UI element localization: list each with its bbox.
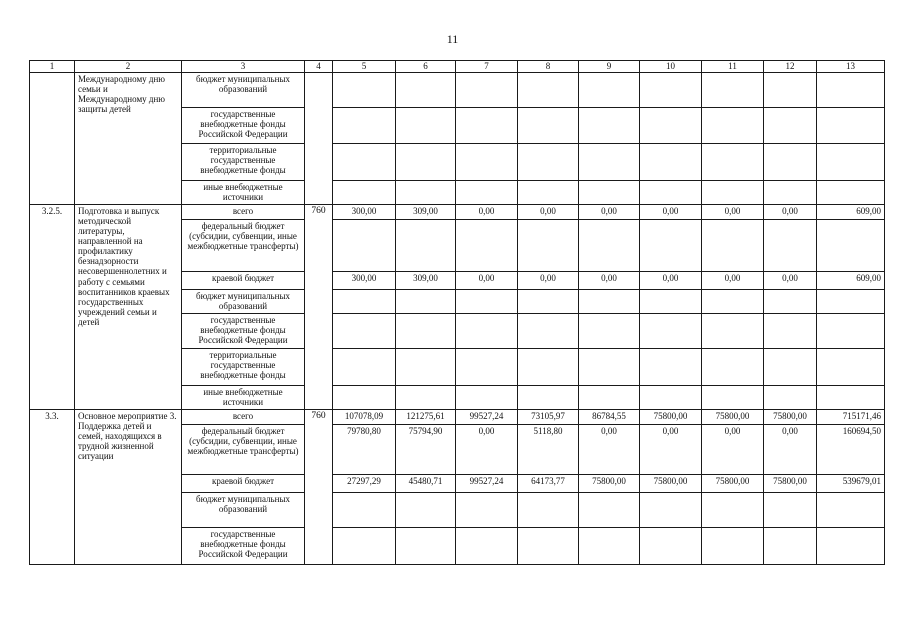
amount-cell <box>518 108 579 144</box>
amount-cell: 0,00 <box>702 205 764 220</box>
amount-cell <box>702 144 764 181</box>
amount-cell: 0,00 <box>456 425 518 475</box>
page-number: 11 <box>446 32 459 46</box>
amount-cell <box>579 290 640 314</box>
column-4-value: 760 <box>305 410 333 565</box>
amount-cell <box>640 528 702 565</box>
amount-cell <box>817 290 885 314</box>
amount-cell <box>456 528 518 565</box>
funding-source: бюджет муниципальных образований <box>182 493 305 528</box>
amount-cell <box>640 493 702 528</box>
amount-cell <box>640 144 702 181</box>
amount-cell <box>518 386 579 410</box>
amount-cell <box>579 493 640 528</box>
amount-cell <box>817 108 885 144</box>
amount-cell <box>764 144 817 181</box>
amount-cell <box>333 314 396 349</box>
amount-cell <box>640 73 702 108</box>
item-name: Основное мероприятие 3. Поддержка детей и семей, находящихся в трудной жизненной ситуации <box>75 410 182 565</box>
amount-cell: 86784,55 <box>579 410 640 425</box>
amount-cell <box>518 73 579 108</box>
amount-cell <box>333 108 396 144</box>
funding-row <box>30 205 885 220</box>
column-number: 7 <box>456 61 518 73</box>
amount-cell <box>396 181 456 205</box>
column-number: 2 <box>75 61 182 73</box>
amount-cell <box>456 220 518 272</box>
amount-cell <box>764 73 817 108</box>
amount-cell: 75800,00 <box>764 475 817 493</box>
funding-source: федеральный бюджет (субсидии, субвенции, иные межбюджетные трансферты) <box>182 220 305 272</box>
amount-cell <box>579 108 640 144</box>
column-number: 8 <box>518 61 579 73</box>
item-name: Международному дню семьи и Международному дню защиты детей <box>75 73 182 205</box>
amount-cell: 300,00 <box>333 272 396 290</box>
amount-cell <box>518 528 579 565</box>
amount-cell: 79780,80 <box>333 425 396 475</box>
amount-cell <box>640 314 702 349</box>
funding-source: бюджет муниципальных образований <box>182 73 305 108</box>
amount-cell: 75794,90 <box>396 425 456 475</box>
amount-cell <box>640 386 702 410</box>
amount-cell: 75800,00 <box>640 410 702 425</box>
amount-cell: 0,00 <box>764 205 817 220</box>
column-number: 1 <box>30 61 75 73</box>
funding-source: всего <box>182 205 305 220</box>
amount-cell <box>579 528 640 565</box>
column-4-value <box>305 73 333 205</box>
amount-cell <box>396 349 456 386</box>
amount-cell: 99527,24 <box>456 475 518 493</box>
amount-cell <box>764 493 817 528</box>
amount-cell: 0,00 <box>764 272 817 290</box>
funding-source: бюджет муниципальных образований <box>182 290 305 314</box>
amount-cell <box>396 314 456 349</box>
amount-cell: 715171,46 <box>817 410 885 425</box>
amount-cell: 75800,00 <box>764 410 817 425</box>
funding-source: иные внебюджетные источники <box>182 181 305 205</box>
amount-cell <box>579 144 640 181</box>
column-number: 11 <box>702 61 764 73</box>
amount-cell <box>764 314 817 349</box>
amount-cell <box>817 73 885 108</box>
amount-cell <box>640 181 702 205</box>
amount-cell: 0,00 <box>518 205 579 220</box>
amount-cell <box>764 528 817 565</box>
amount-cell <box>640 349 702 386</box>
amount-cell <box>456 386 518 410</box>
amount-cell <box>579 314 640 349</box>
column-number: 9 <box>579 61 640 73</box>
amount-cell <box>396 220 456 272</box>
amount-cell <box>518 144 579 181</box>
column-4-value: 760 <box>305 205 333 410</box>
amount-cell <box>518 220 579 272</box>
amount-cell <box>518 314 579 349</box>
amount-cell <box>518 493 579 528</box>
amount-cell: 0,00 <box>579 205 640 220</box>
amount-cell <box>764 108 817 144</box>
funding-source: территориальные государственные внебюджетные фонды <box>182 349 305 386</box>
amount-cell <box>817 349 885 386</box>
funding-source: краевой бюджет <box>182 272 305 290</box>
amount-cell: 0,00 <box>579 272 640 290</box>
amount-cell <box>333 290 396 314</box>
funding-source: всего <box>182 410 305 425</box>
amount-cell: 75800,00 <box>702 475 764 493</box>
funding-source: территориальные государственные внебюджетные фонды <box>182 144 305 181</box>
item-code: 3.2.5. <box>30 205 75 410</box>
column-number: 3 <box>182 61 305 73</box>
amount-cell: 0,00 <box>456 272 518 290</box>
amount-cell: 0,00 <box>640 425 702 475</box>
amount-cell <box>396 73 456 108</box>
amount-cell <box>817 528 885 565</box>
amount-cell <box>456 108 518 144</box>
amount-cell <box>764 349 817 386</box>
amount-cell: 0,00 <box>456 205 518 220</box>
amount-cell <box>764 220 817 272</box>
amount-cell: 309,00 <box>396 272 456 290</box>
amount-cell <box>702 349 764 386</box>
amount-cell <box>456 181 518 205</box>
amount-cell: 99527,24 <box>456 410 518 425</box>
amount-cell <box>396 528 456 565</box>
amount-cell <box>702 386 764 410</box>
amount-cell: 0,00 <box>579 425 640 475</box>
amount-cell <box>333 73 396 108</box>
amount-cell: 0,00 <box>702 272 764 290</box>
amount-cell <box>640 108 702 144</box>
amount-cell <box>579 349 640 386</box>
amount-cell <box>702 181 764 205</box>
amount-cell: 309,00 <box>396 205 456 220</box>
amount-cell: 0,00 <box>764 425 817 475</box>
amount-cell <box>702 73 764 108</box>
amount-cell <box>396 386 456 410</box>
amount-cell <box>579 386 640 410</box>
amount-cell: 45480,71 <box>396 475 456 493</box>
amount-cell <box>333 220 396 272</box>
amount-cell: 0,00 <box>640 205 702 220</box>
amount-cell <box>702 314 764 349</box>
amount-cell <box>817 144 885 181</box>
column-number: 13 <box>817 61 885 73</box>
amount-cell <box>456 493 518 528</box>
amount-cell: 73105,97 <box>518 410 579 425</box>
amount-cell <box>456 144 518 181</box>
amount-cell: 300,00 <box>333 205 396 220</box>
amount-cell <box>817 181 885 205</box>
amount-cell <box>333 528 396 565</box>
item-name: Подготовка и выпуск методической литературы, направленной на профилактику безнадзорности несовершеннолетних и работу с семьями воспитанников краевых государственных учреждений семьи и детей <box>75 205 182 410</box>
amount-cell <box>579 73 640 108</box>
funding-source: государственные внебюджетные фонды Российской Федерации <box>182 314 305 349</box>
amount-cell <box>518 181 579 205</box>
amount-cell <box>702 290 764 314</box>
amount-cell <box>817 493 885 528</box>
amount-cell <box>702 528 764 565</box>
amount-cell: 107078,09 <box>333 410 396 425</box>
amount-cell <box>333 349 396 386</box>
amount-cell: 64173,77 <box>518 475 579 493</box>
amount-cell <box>396 108 456 144</box>
amount-cell <box>764 386 817 410</box>
amount-cell <box>702 108 764 144</box>
funding-source: федеральный бюджет (субсидии, субвенции, иные межбюджетные трансферты) <box>182 425 305 475</box>
amount-cell <box>396 290 456 314</box>
funding-row <box>30 73 885 108</box>
amount-cell <box>764 290 817 314</box>
item-code: 3.3. <box>30 410 75 565</box>
amount-cell <box>333 181 396 205</box>
amount-cell: 0,00 <box>640 272 702 290</box>
amount-cell <box>396 493 456 528</box>
amount-cell: 0,00 <box>702 425 764 475</box>
amount-cell <box>518 349 579 386</box>
amount-cell <box>518 290 579 314</box>
item-code <box>30 73 75 205</box>
amount-cell <box>333 386 396 410</box>
funding-source: иные внебюджетные источники <box>182 386 305 410</box>
amount-cell: 0,00 <box>518 272 579 290</box>
amount-cell: 609,00 <box>817 272 885 290</box>
amount-cell <box>817 386 885 410</box>
amount-cell <box>396 144 456 181</box>
column-number: 5 <box>333 61 396 73</box>
amount-cell: 75800,00 <box>702 410 764 425</box>
amount-cell: 121275,61 <box>396 410 456 425</box>
amount-cell: 539679,01 <box>817 475 885 493</box>
funding-source: государственные внебюджетные фонды Российской Федерации <box>182 108 305 144</box>
amount-cell <box>640 220 702 272</box>
amount-cell <box>333 144 396 181</box>
amount-cell <box>764 181 817 205</box>
budget-table <box>29 60 885 565</box>
amount-cell <box>702 493 764 528</box>
amount-cell: 27297,29 <box>333 475 396 493</box>
funding-source: краевой бюджет <box>182 475 305 493</box>
amount-cell <box>456 349 518 386</box>
column-number: 12 <box>764 61 817 73</box>
column-number-row <box>30 61 885 73</box>
column-number: 6 <box>396 61 456 73</box>
column-number: 4 <box>305 61 333 73</box>
amount-cell <box>456 73 518 108</box>
amount-cell: 160694,50 <box>817 425 885 475</box>
amount-cell <box>456 290 518 314</box>
amount-cell: 609,00 <box>817 205 885 220</box>
amount-cell: 75800,00 <box>579 475 640 493</box>
column-number: 10 <box>640 61 702 73</box>
amount-cell: 75800,00 <box>640 475 702 493</box>
amount-cell: 5118,80 <box>518 425 579 475</box>
amount-cell <box>579 181 640 205</box>
funding-source: государственные внебюджетные фонды Российской Федерации <box>182 528 305 565</box>
amount-cell <box>817 220 885 272</box>
amount-cell <box>456 314 518 349</box>
amount-cell <box>579 220 640 272</box>
amount-cell <box>640 290 702 314</box>
funding-row <box>30 410 885 425</box>
amount-cell <box>817 314 885 349</box>
amount-cell <box>702 220 764 272</box>
amount-cell <box>333 493 396 528</box>
